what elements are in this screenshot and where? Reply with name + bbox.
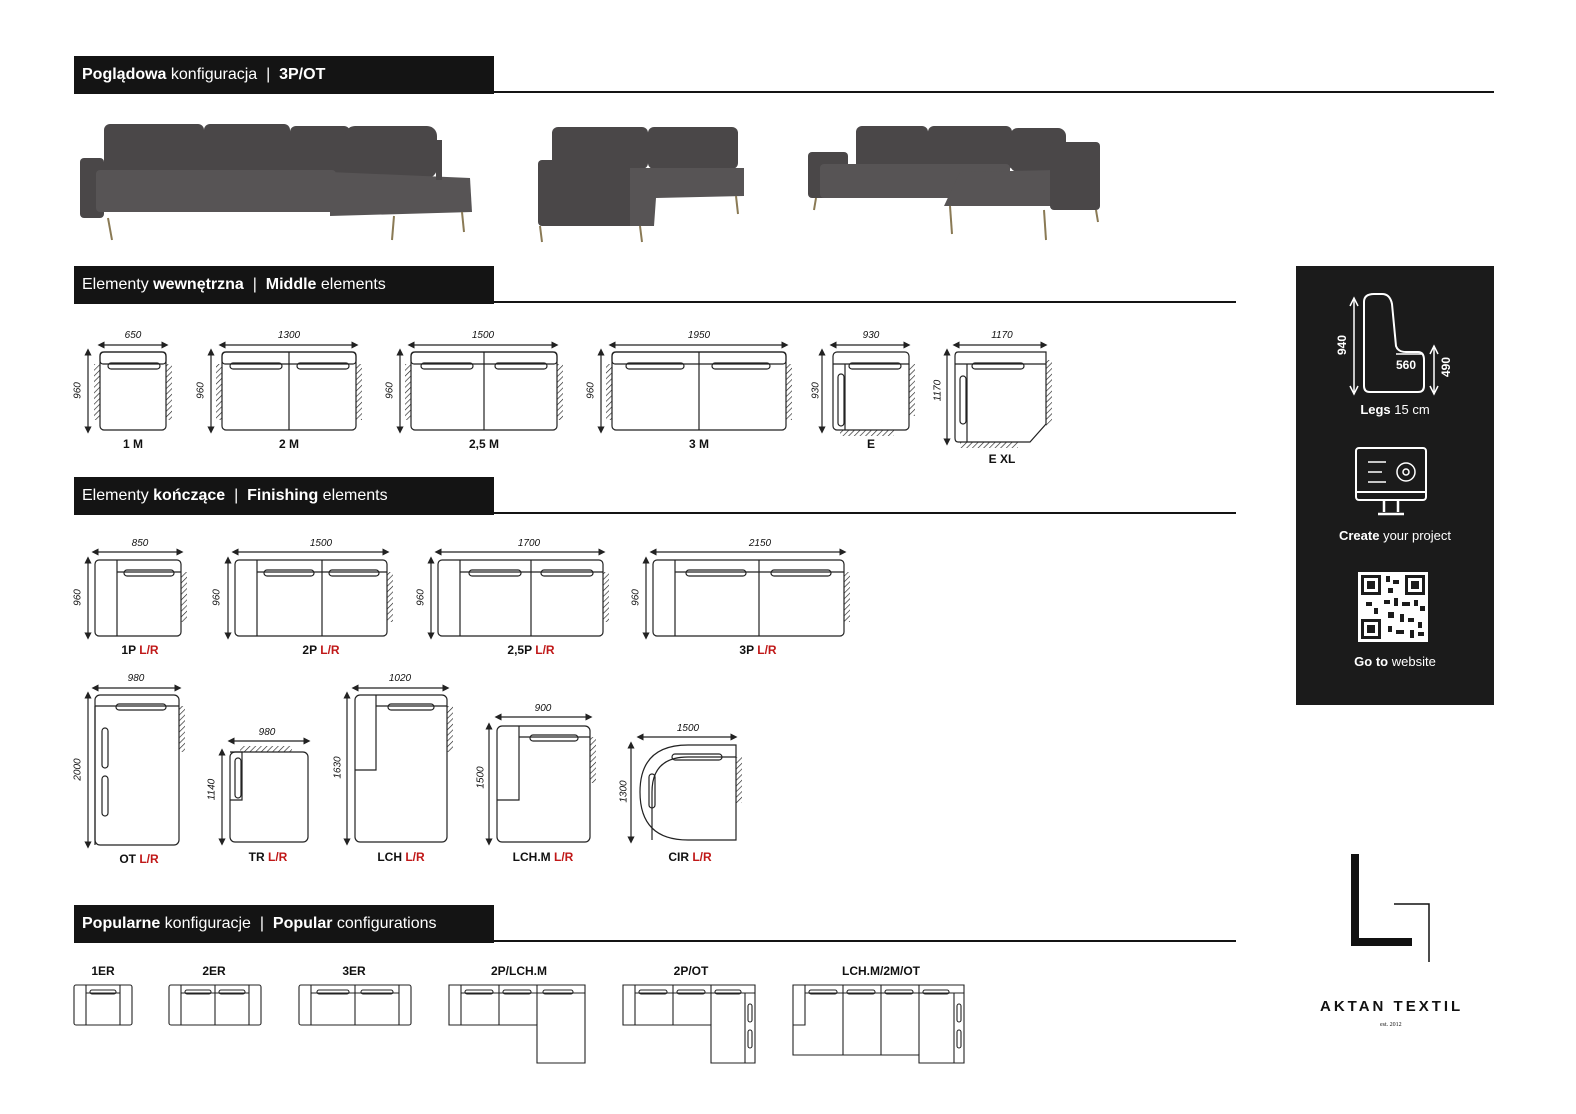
dim-width-cir: 1500 [676,723,700,734]
label-tr: TR L/R [248,850,288,864]
dim-depth-1p: 960 [72,589,84,606]
dim-width-25p: 1700 [517,538,541,549]
popular-config-drawings [74,985,964,1063]
dim-width-e: 930 [862,330,880,341]
label-cir: CIR L/R [668,850,712,864]
drawing-tr [222,741,308,842]
popular-label-lchm-2m-ot: LCH.M/2M/OT [842,964,920,978]
aktan-logo-icon [1351,854,1429,962]
dim-width-exl: 1170 [991,330,1013,341]
brand-established: est. 2012 [1380,1022,1402,1028]
popular-lchm-2m-ot [793,985,964,1063]
popular-label-3er: 3ER [342,964,366,978]
go-to-website-link[interactable]: Go to website [1354,654,1436,669]
popular-1er [74,985,132,1025]
drawing-25p [431,552,609,636]
drawing-3m [601,345,792,430]
dim-depth-lch: 1630 [332,756,344,779]
dim-depth-e: 930 [810,382,822,399]
label-25p: 2,5P L/R [507,643,555,657]
label-1m: 1 M [122,437,144,451]
drawing-1m [88,345,172,430]
drawing-2m [211,345,362,430]
dim-depth-tr: 1140 [206,778,218,801]
drawing-3p [646,552,850,636]
sofa-photo-3 [808,126,1100,240]
dim-width-3p: 2150 [748,538,772,549]
brand-name: AKTAN TEXTIL [1320,998,1464,1015]
monitor-settings-icon [1356,448,1426,514]
section-header-popular: Popularne konfiguracje | Popular configurations [74,905,494,943]
popular-label-2er: 2ER [202,964,226,978]
dim-depth-lchm: 1500 [475,766,487,789]
dim-depth-3p: 960 [630,589,642,606]
label-e: E [866,437,876,451]
dim-width-2p: 1500 [309,538,333,549]
popular-label-2p-ot: 2P/OT [673,964,709,978]
dim-depth-2p: 960 [211,589,223,606]
qr-code-icon [1358,572,1428,642]
dim-width-1p: 850 [131,538,149,549]
drawing-2p [228,552,393,636]
info-panel [1296,266,1494,705]
dim-depth-cir: 1300 [618,780,630,803]
drawing-e [822,345,915,436]
label-exl: E XL [988,452,1016,466]
popular-label-2p-lchm: 2P/LCH.M [490,964,548,978]
dim-width-lchm: 900 [534,703,552,714]
drawing-1p [88,552,187,636]
drawing-lch [347,688,453,842]
label-ot: OT L/R [119,852,159,866]
dim-width-3m: 1950 [687,330,711,341]
dim-depth-25m: 960 [384,382,396,399]
drawing-25m [400,345,563,430]
dim-depth-2m: 960 [195,382,207,399]
panel-icons [1296,266,1494,705]
chair-height-label: 940 [1335,334,1350,356]
popular-2er [169,985,261,1025]
dim-depth-1m: 960 [72,382,84,399]
drawing-cir [631,737,742,840]
create-project-link[interactable]: Create your project [1338,528,1451,543]
dim-depth-3m: 960 [585,382,597,399]
label-lch: LCH L/R [377,850,425,864]
drawing-ot [88,688,185,845]
dim-width-1m: 650 [124,330,142,341]
dim-width-25m: 1500 [471,330,495,341]
label-1p: 1P L/R [121,643,159,657]
label-2p: 2P L/R [302,643,340,657]
label-3p: 3P L/R [739,643,777,657]
popular-2p-lchm [449,985,585,1063]
label-25m: 2,5 M [468,437,500,451]
chair-seat-depth-label: 560 [1396,358,1417,372]
dim-width-tr: 980 [258,727,276,738]
dim-width-lch: 1020 [388,673,412,684]
label-2m: 2 M [278,437,300,451]
dim-width-2m: 1300 [277,330,301,341]
chair-dimensions-icon [1350,294,1438,394]
dim-depth-25p: 960 [415,589,427,606]
dim-depth-ot: 2000 [72,758,84,781]
drawing-exl [947,345,1052,448]
section-header-finishing: Elementy kończące | Finishing elements [74,477,494,515]
section-header-preview: Poglądowa konfiguracja | 3P/OT [74,56,494,94]
finishing-element-drawings [88,552,850,845]
dim-depth-exl: 1170 [932,379,944,402]
middle-element-drawings [88,345,1052,448]
dim-width-ot: 980 [127,673,145,684]
chair-seat-height-label: 490 [1439,356,1454,378]
sofa-photo-2 [538,127,744,242]
popular-label-1er: 1ER [91,964,115,978]
label-3m: 3 M [688,437,710,451]
label-lchm: LCH.M L/R [512,850,574,864]
popular-2p-ot [623,985,755,1063]
sofa-photo-1 [80,124,472,240]
section-header-middle: Elementy wewnętrzna | Middle elements [74,266,494,304]
drawing-lchm [489,717,596,842]
popular-3er [299,985,411,1025]
legs-label: Legs 15 cm [1360,402,1430,417]
